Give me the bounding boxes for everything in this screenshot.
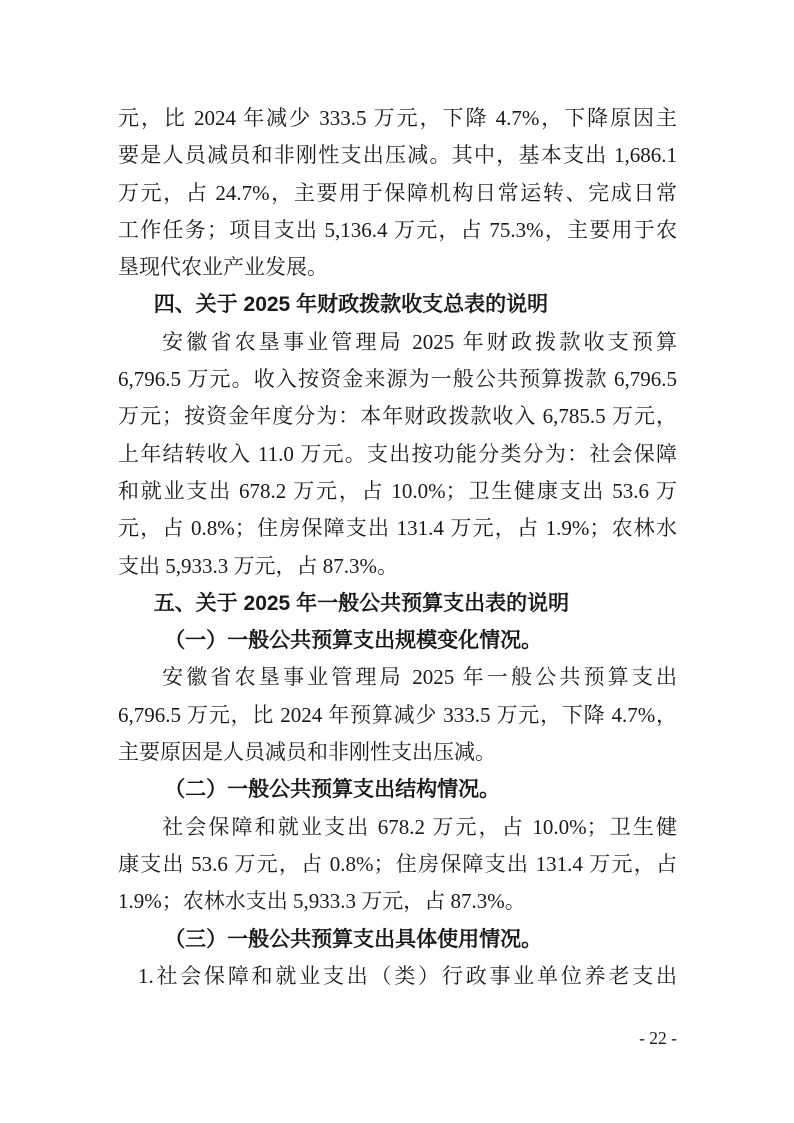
body-line: 6,796.5 万元。收入按资金来源为一般公共预算拨款 6,796.5 bbox=[118, 367, 677, 392]
body-line: 社会保障和就业支出 678.2 万元，占 10.0%；卫生健 bbox=[162, 814, 677, 839]
body-line: 万元，占 24.7%，主要用于保障机构日常运转、完成日常 bbox=[118, 180, 677, 205]
document-body bbox=[118, 100, 677, 995]
page-number: - 22 - bbox=[639, 1028, 677, 1048]
section-heading: 五、关于 2025 年一般公共预算支出表的说明 bbox=[153, 591, 570, 615]
body-line: 安徽省农垦事业管理局 2025 年一般公共预算支出 bbox=[162, 665, 677, 690]
body-line: 工作任务；项目支出 5,136.4 万元，占 75.3%，主要用于农 bbox=[118, 217, 677, 242]
body-line: 6,796.5 万元，比 2024 年预算减少 333.5 万元，下降 4.7%， bbox=[118, 702, 677, 727]
body-line: 1.9%；农林水支出 5,933.3 万元，占 87.3%。 bbox=[118, 889, 526, 914]
body-line: 万元；按资金年度分为：本年财政拨款收入 6,785.5 万元， bbox=[118, 404, 677, 429]
body-line: 元，占 0.8%；住房保障支出 131.4 万元，占 1.9%；农林水 bbox=[118, 516, 677, 541]
body-line: 主要原因是人员减员和非刚性支出压减。 bbox=[118, 740, 496, 765]
body-line: 垦现代农业产业发展。 bbox=[118, 255, 328, 280]
body-line: 上年结转收入 11.0 万元。支出按功能分类分为：社会保障 bbox=[118, 441, 677, 466]
body-line: 要是人员减员和非刚性支出压减。其中，基本支出 1,686.1 bbox=[118, 143, 677, 168]
list-item-line: 1.社会保障和就业支出（类）行政事业单位养老支出 bbox=[137, 963, 677, 988]
body-line: 支出 5,933.3 万元，占 87.3%。 bbox=[118, 553, 398, 578]
body-line: 安徽省农垦事业管理局 2025 年财政拨款收支预算 bbox=[162, 329, 677, 354]
section-heading: 四、关于 2025 年财政拨款收支总表的说明 bbox=[153, 293, 549, 317]
subsection-heading: （一）一般公共预算支出规模变化情况。 bbox=[164, 628, 543, 653]
page-footer bbox=[118, 1028, 677, 1048]
body-line: 康支出 53.6 万元，占 0.8%；住房保障支出 131.4 万元，占 bbox=[118, 851, 677, 876]
subsection-heading: （三）一般公共预算支出具体使用情况。 bbox=[164, 926, 543, 951]
body-line: 元，比 2024 年减少 333.5 万元，下降 4.7%，下降原因主 bbox=[118, 106, 677, 130]
body-line: 和就业支出 678.2 万元，占 10.0%；卫生健康支出 53.6 万 bbox=[118, 478, 677, 503]
subsection-heading: （二）一般公共预算支出结构情况。 bbox=[164, 777, 501, 802]
